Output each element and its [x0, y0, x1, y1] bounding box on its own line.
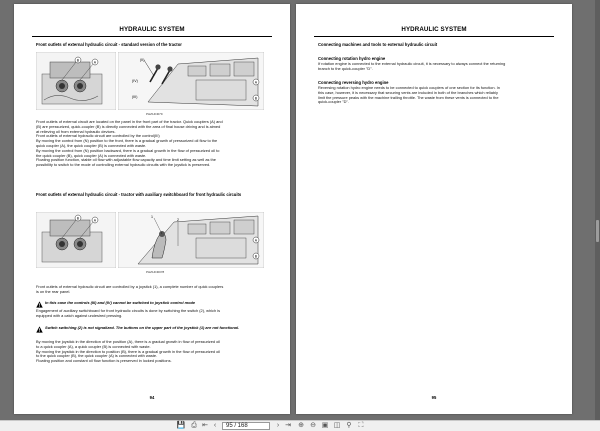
fig1-label-a2: A	[254, 80, 258, 85]
fig2-label-2: 2	[177, 218, 179, 222]
text-line: Front outlets of external hydraulic circuit are controlled by the control(III)	[36, 133, 160, 139]
fig1-label-b2: B	[254, 96, 258, 101]
text-line: By moving the control from (N) position to the front, there is a gradual growth of pressurized oil flow to the	[36, 138, 218, 144]
zoom-in-icon[interactable]: ⊕	[298, 422, 304, 429]
text-line: is on the rear panel.	[36, 288, 71, 294]
warning-icon	[36, 301, 43, 308]
section2-body	[36, 285, 272, 295]
warning-icon	[36, 326, 43, 333]
subheading-rotation: Connecting rotation hydro engine	[318, 56, 386, 61]
page-94	[14, 4, 290, 414]
vertical-scrollbar[interactable]	[595, 0, 600, 420]
viewer-toolbar	[0, 420, 600, 431]
text-line: Engagement of auxiliary switchboard for front hydraulic circuits is done by switching the switch (2), which is	[36, 308, 221, 313]
text-line: Front outlets of external hydraulic circuit are controlled by a joystick (1), a complete number of quick couplers	[36, 284, 224, 289]
text-line: equipped with a catch against undesired pressing.	[36, 312, 123, 318]
figure-caption: PHZ14N079	[146, 112, 163, 116]
text-line: Front outlets of external circuit are located on the panel in the front part of the tractor. Quick couplers (A) and	[36, 119, 223, 124]
text-line: this case, however, it is necessary that securing vents are included in both of the branches which reliably	[318, 89, 498, 95]
title-rule	[314, 36, 554, 37]
rotation-body	[318, 62, 554, 72]
search-icon[interactable]: ⚲	[346, 422, 352, 429]
section-heading-standard: Front outlets of external hydraulic circuit - standard version of the tractor	[36, 42, 182, 47]
text-line: the quick coupler (B), quick coupler (A) is connected with waste.	[36, 152, 147, 158]
warning-text: Switch switching (2) is not signalized. The buttons on the upper part of the joystick (1) are not functional.	[45, 325, 240, 330]
text-line: Floating position and constant oil flow function is preserved in locked positions.	[36, 358, 172, 364]
last-page-icon[interactable]: ⇥	[285, 422, 291, 429]
page-number: 95	[431, 395, 437, 400]
fullscreen-icon[interactable]: ⛶	[358, 422, 364, 429]
text-line: If rotation engine is connected to the external hydraulic circuit, it is necessary to always connect the returning	[318, 61, 506, 66]
text-line: By moving the control from (N) position backward, there is a gradual growth in the flow of pressurized oil to	[36, 147, 220, 153]
fig1-label-ii: (II)	[140, 58, 145, 62]
fig2-label-b: B	[76, 216, 80, 221]
two-page-view-icon[interactable]: ◫	[333, 422, 341, 429]
quick-coupler-panel-figure	[36, 52, 116, 110]
page-95	[296, 4, 572, 414]
joystick-console-figure	[118, 212, 264, 268]
fig2-label-1: 1	[151, 215, 153, 219]
next-page-icon[interactable]: ›	[276, 422, 280, 429]
text-line: By moving the joystick in the direction to position (B), there is a gradual growth in the flow of pressurized oil	[36, 348, 221, 354]
scrollbar-thumb[interactable]	[596, 220, 599, 242]
first-page-icon[interactable]: ⇤	[202, 422, 208, 429]
fig1-label-iv: (IV)	[132, 79, 138, 83]
quick-coupler-panel-figure-2	[36, 212, 116, 268]
text-line: at relieving oil from external hydraulic devices.	[36, 128, 116, 134]
reversing-body	[318, 86, 554, 105]
text-line: quick-coupler "D".	[318, 99, 349, 105]
warning1-body	[36, 309, 272, 319]
warning2-body	[36, 340, 272, 364]
warning-note-2	[36, 326, 272, 336]
fit-page-icon[interactable]: ▣	[321, 422, 329, 429]
previous-page-icon[interactable]: ‹	[213, 422, 217, 429]
zoom-out-icon[interactable]: ⊖	[310, 422, 316, 429]
fig2-label-a2: A	[254, 238, 258, 243]
page-title: HYDRAULIC SYSTEM	[401, 26, 467, 33]
fig1-label-a: A	[93, 60, 97, 65]
text-line: limit the pressure peaks with the machine trailing throttle. The waste from these vents is connected to the	[318, 94, 499, 100]
save-icon[interactable]: 💾	[176, 422, 186, 429]
print-icon[interactable]: ⎙	[191, 422, 197, 429]
fig1-label-iii: (III)	[132, 95, 138, 99]
page-number-input[interactable]: 95 / 168	[222, 422, 270, 430]
fig1-label-b: B	[76, 58, 80, 63]
fig2-label-a: A	[93, 218, 97, 223]
text-line: branch to the quick-coupler "D".	[318, 65, 373, 71]
figure-caption-2: PHZ14N0078	[146, 270, 165, 274]
fig2-label-b2: B	[254, 254, 258, 259]
subheading-reversing: Connecting reversing hydro engine	[318, 80, 389, 85]
text-line: possibility to switch to the mode of controlling external hydraulic circuits with the joystick is preserved.	[36, 162, 211, 168]
section-heading-connecting: Connecting machines and tools to external hydraulic circuit	[318, 42, 438, 47]
page-title: HYDRAULIC SYSTEM	[119, 26, 185, 33]
section-heading-auxiliary: Front outlets of external hydraulic circuit - tractor with auxiliary switchboard for front hydraulic circuits	[36, 192, 242, 197]
section1-body	[36, 120, 272, 168]
text-line: Floating position function, stable oil flow with adjustable flow capacity and time limit setting as well as the	[36, 157, 216, 163]
control-console-figure	[118, 52, 264, 110]
text-line: quick coupler (A), the quick coupler (B) is connected with waste.	[36, 142, 147, 148]
text-line: (B) are pressurized, quick-coupler (B) is directly connected with the area of final house driving and is aimed	[36, 123, 221, 129]
page-number: 94	[149, 395, 155, 400]
text-line: to the quick coupler (B), the quick coupler (A) is connected with waste.	[36, 353, 158, 359]
text-line: to a quick coupler (A), a quick coupler (B) is connected with waste.	[36, 343, 151, 349]
text-line: By moving the joystick in the direction of the position (A), there is a gradual growth in flow of pressurized oil	[36, 339, 221, 344]
text-line: Reversing rotation hydro engine needs to be connected to quick couplers of one section for its function. In	[318, 85, 500, 90]
title-rule	[32, 36, 272, 37]
warning-text: In this case the controls (III) and (IV) cannot be switched to joystick control mode	[45, 300, 196, 305]
